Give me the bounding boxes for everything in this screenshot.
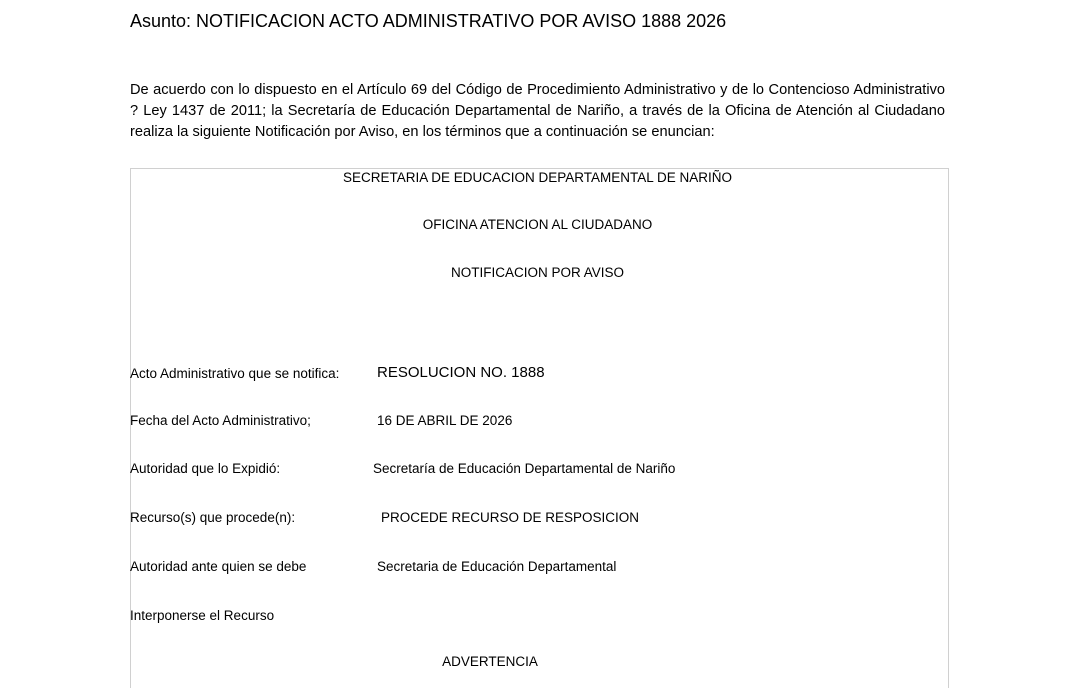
office-title: SECRETARIA DE EDUCACION DEPARTAMENTAL DE NARIÑO [342,170,733,185]
subject-line: Asunto: NOTIFICACION ACTO ADMINISTRATIVO POR AVISO 1888 2026 [130,11,727,31]
warning-heading: ADVERTENCIA [442,654,538,669]
field-label-appeal-authority: Autoridad ante quien se debe [130,559,307,574]
field-label-appeal: Recurso(s) que procede(n): [130,510,296,525]
field-value-authority: Secretaría de Educación Departamental de Nariño [373,461,676,476]
field-value-date: 16 DE ABRIL DE 2026 [377,413,513,428]
intro-paragraph: De acuerdo con lo dispuesto en el Artículo 69 del Código de Procedimiento Administrativo y de lo Contencioso Administrativo ? Ley 1437 de 2011; la Secretaría de Educación Departamental de Nariño, a través de la Oficina de Atención al Ciudadano realiza la siguiente Notificación por Aviso, en los términos que a continuación se enuncian: [130,82,945,140]
field-value-appeal-authority: Secretaria de Educación Departamental [377,559,617,574]
field-value-act: RESOLUCION NO. 1888 [377,364,545,381]
field-label-authority: Autoridad que lo Expidió: [130,461,281,476]
field-value-appeal: PROCEDE RECURSO DE RESPOSICION [381,510,640,525]
field-label-act: Acto Administrativo que se notifica: [130,366,340,381]
office-subtitle: OFICINA ATENCION AL CIUDADANO [422,217,653,232]
field-label-date: Fecha del Acto Administrativo; [130,413,311,428]
notice-type: NOTIFICACION POR AVISO [450,265,625,280]
field-label-appeal-filing: Interponerse el Recurso [130,608,275,623]
